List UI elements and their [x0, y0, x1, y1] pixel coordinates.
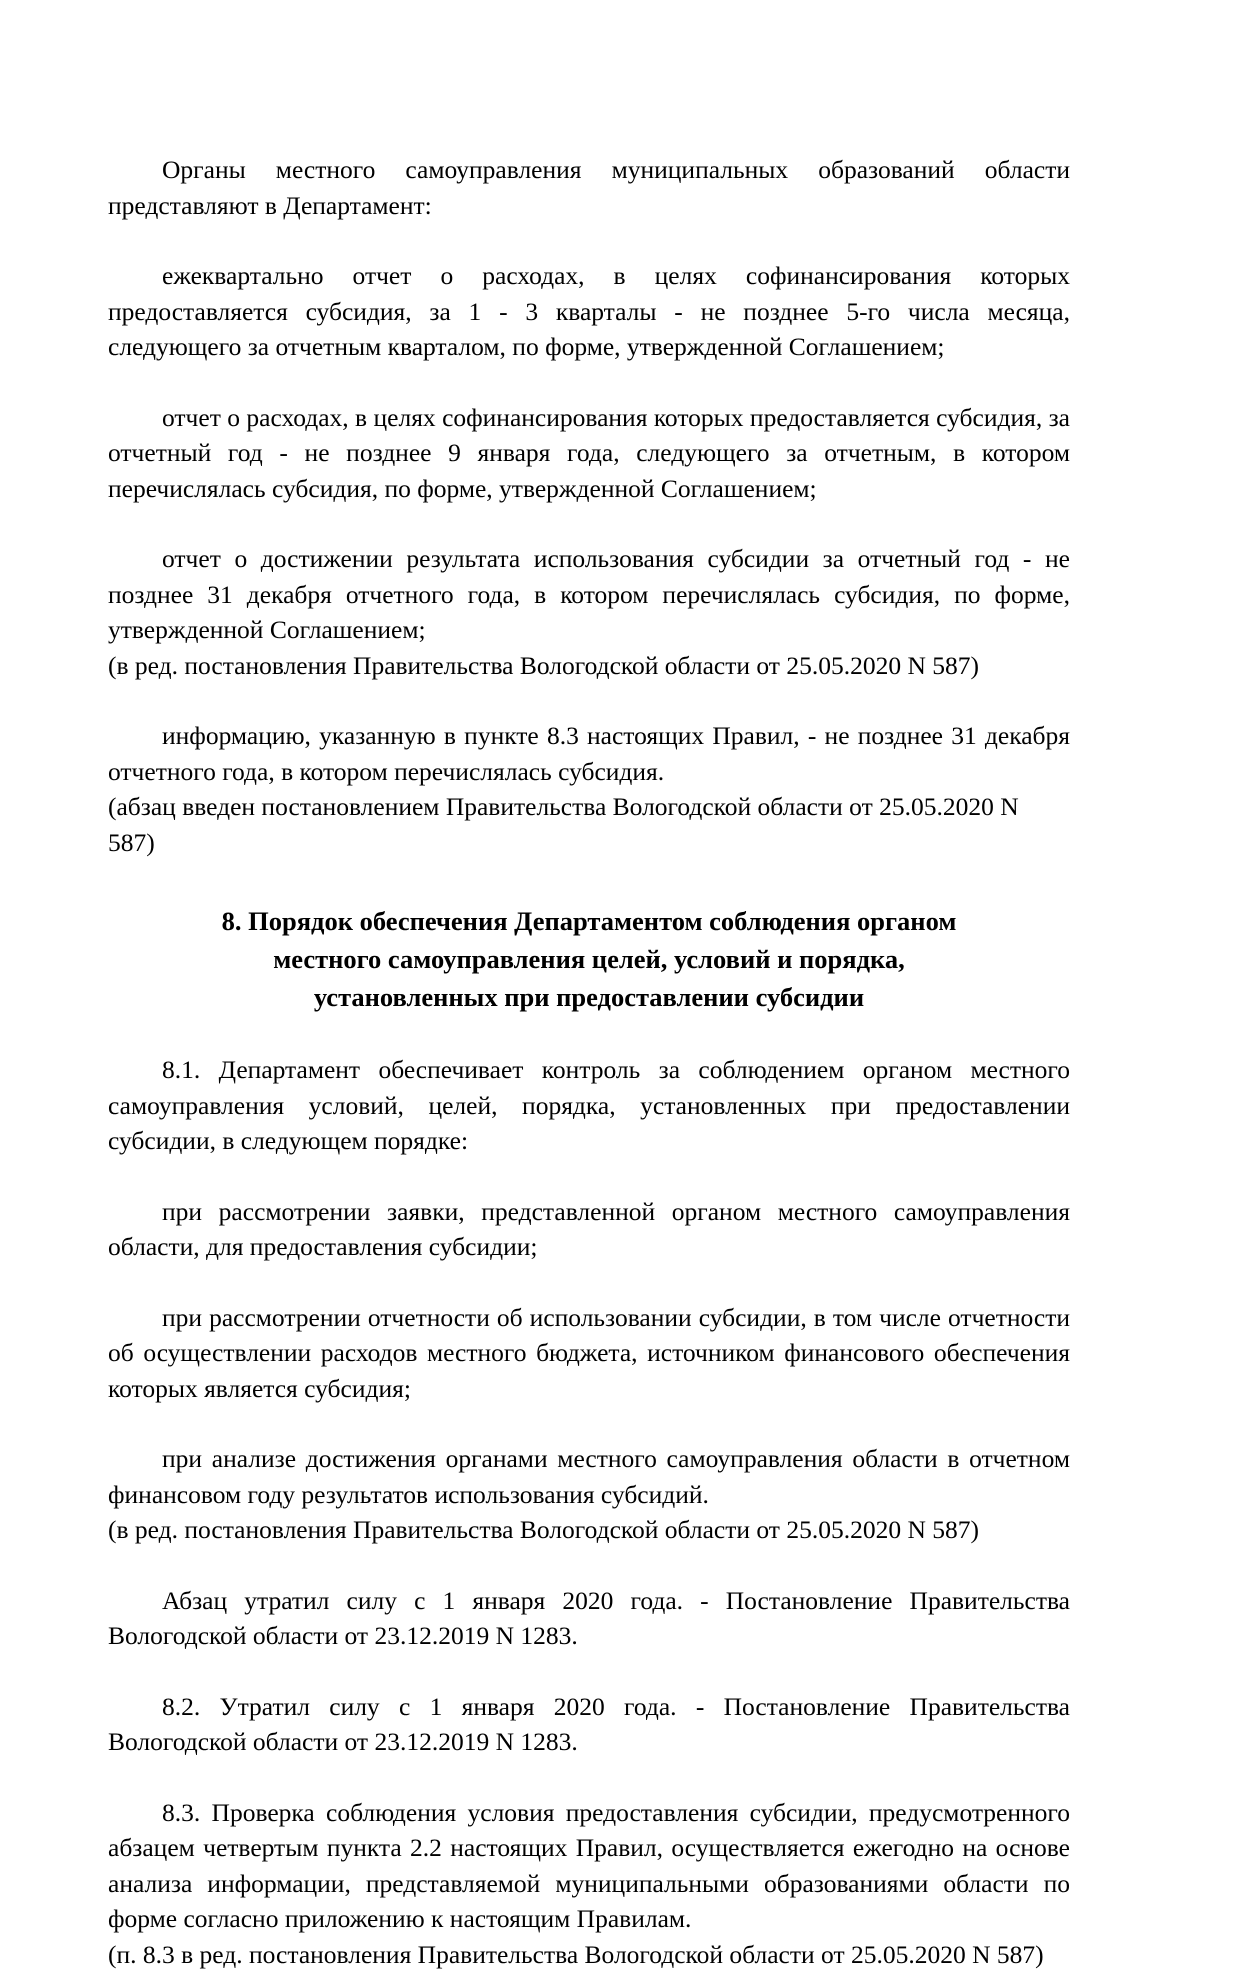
- amendment-reference-analysis: (в ред. постановления Правительства Вологодской области от 25.05.2020 N 587): [108, 1512, 1070, 1548]
- paragraph-reporting-review: при рассмотрении отчетности об использовании субсидии, в том числе отчетности об осуществлении расходов местного бюджета, источником финансового обеспечения которых является субсидия;: [108, 1300, 1070, 1407]
- paragraph-result-report: отчет о достижении результата использования субсидии за отчетный год - не позднее 31 декабря отчетного года, в котором перечислялась субсидия, по форме, утвержденной Соглашением;: [108, 541, 1070, 648]
- amendment-reference-8-3: (п. 8.3 в ред. постановления Правительства Вологодской области от 25.05.2020 N 587): [108, 1937, 1070, 1972]
- paragraph-spacer: [108, 1159, 1070, 1194]
- section-8-heading-line-1: 8. Порядок обеспечения Департаментом соблюдения органом: [108, 902, 1070, 940]
- paragraph-spacer: [108, 1265, 1070, 1300]
- paragraph-intro: Органы местного самоуправления муниципальных образований области представляют в Департамент:: [108, 152, 1070, 223]
- paragraph-quarterly-report: ежеквартально отчет о расходах, в целях софинансирования которых предоставляется субсидия, за 1 - 3 кварталы - не позднее 5-го числа месяца, следующего за отчетным кварталом, по форме, утвержденной Соглашением;: [108, 258, 1070, 365]
- section-8-heading: [108, 902, 1070, 1016]
- paragraph-8-2: 8.2. Утратил силу с 1 января 2020 года. - Постановление Правительства Вологодской области от 23.12.2019 N 1283.: [108, 1689, 1070, 1760]
- paragraph-spacer: [108, 1760, 1070, 1795]
- amendment-reference-result: (в ред. постановления Правительства Вологодской области от 25.05.2020 N 587): [108, 648, 1070, 684]
- paragraph-information: информацию, указанную в пункте 8.3 настоящих Правил, - не позднее 31 декабря отчетного года, в котором перечислялась субсидия.: [108, 718, 1070, 789]
- paragraph-8-3: 8.3. Проверка соблюдения условия предоставления субсидии, предусмотренного абзацем четвертым пункта 2.2 настоящих Правил, осуществляется ежегодно на основе анализа информации, представляемой муниципальными образованиями области по форме согласно приложению к настоящим Правилам.: [108, 1795, 1070, 1937]
- paragraph-spacer: [108, 1548, 1070, 1583]
- paragraph-spacer: [108, 365, 1070, 400]
- paragraph-annual-report: отчет о расходах, в целях софинансирования которых предоставляется субсидия, за отчетный год - не позднее 9 января года, следующего за отчетным, в котором перечислялась субсидия, по форме, утвержденной Соглашением;: [108, 400, 1070, 507]
- paragraph-spacer: [108, 223, 1070, 258]
- paragraph-analysis: при анализе достижения органами местного самоуправления области в отчетном финансовом году результатов использования субсидий.: [108, 1441, 1070, 1512]
- paragraph-spacer: [108, 1654, 1070, 1689]
- paragraph-8-1: 8.1. Департамент обеспечивает контроль за соблюдением органом местного самоуправления условий, целей, порядка, установленных при предоставлении субсидии, в следующем порядке:: [108, 1052, 1070, 1159]
- document-body: [108, 152, 1070, 1972]
- section-8-heading-line-3: установленных при предоставлении субсидии: [108, 978, 1070, 1016]
- paragraph-spacer: [108, 506, 1070, 541]
- amendment-reference-information: (абзац введен постановлением Правительства Вологодской области от 25.05.2020 N 587): [108, 789, 1070, 860]
- paragraph-spacer: [108, 1406, 1070, 1441]
- paragraph-request-review: при рассмотрении заявки, представленной органом местного самоуправления области, для предоставления субсидии;: [108, 1194, 1070, 1265]
- paragraph-abzac-expired: Абзац утратил силу с 1 января 2020 года. - Постановление Правительства Вологодской области от 23.12.2019 N 1283.: [108, 1583, 1070, 1654]
- section-8-heading-line-2: местного самоуправления целей, условий и порядка,: [108, 940, 1070, 978]
- paragraph-spacer: [108, 683, 1070, 718]
